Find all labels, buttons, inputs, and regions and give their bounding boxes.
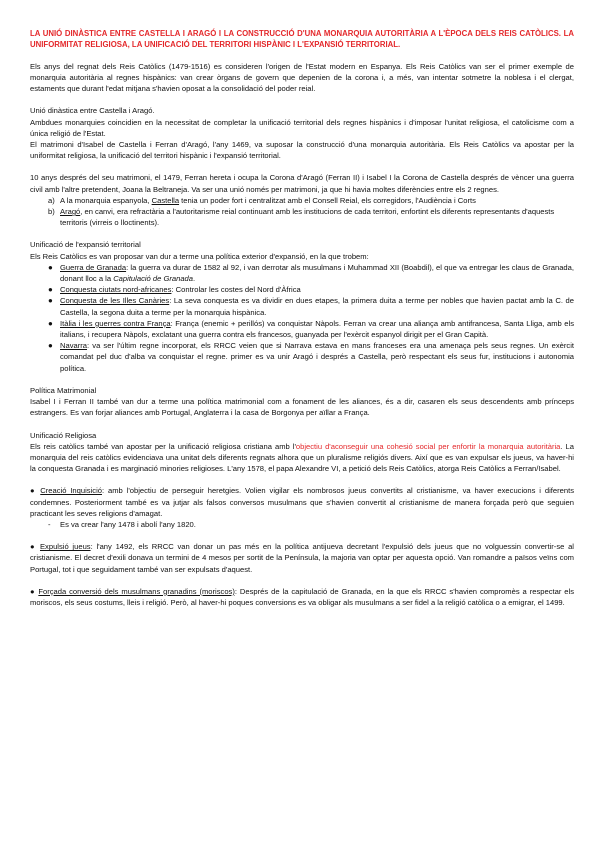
- matrimonial-heading: Política Matrimonial: [30, 385, 97, 395]
- list-item: a) A la monarquia espanyola, Castella tenia un poder fort i centralitzat amb el Consell Reial, els corregidors, l'Audiència i Corts: [48, 195, 476, 205]
- matrimonial-paragraph: Isabel I i Ferran II també van dur a terme una política matrimonial com a fonament de les aliances, és a dir, casaren els seus descendents amb prínceps estrangers. Es van forjar aliances amb Portugal, Anglaterra i la casa de Borgonya per aïllar a França.: [30, 397, 574, 418]
- list-item: ● Guerra de Granada: la guerra va durar de 1582 al 92, i van derrotar als musulmans i Muhammad XII (Boabdil), el que va entregar les claus de Granada, donant lloc a la Capitulació de Granada.: [48, 262, 574, 284]
- expansion-intro: Els Reis Catòlics es van proposar van dur a terme una política exterior d'expansió, en la que trobem:: [30, 251, 369, 261]
- union-paragraph-3: 10 anys després del seu matrimoni, el 1479, Ferran hereta i ocupa la Corona d'Aragó (Ferran II) i Isabel I la Corona de Castella després de vèncer una guerra civil amb l'altre pretendent, Joana la Beltraneja. Va ser una unió només per matrimoni, ja que hi havia moltes diferències entre els 2 regnes.: [30, 173, 574, 194]
- list-item: ● Conquesta ciutats nord-africanes: Controlar les costes del Nord d'Àfrica: [48, 285, 301, 295]
- list-item: ● Navarra: va ser l'últim regne incorporat, els RRCC veien que si Narrava estava en mans franceses era una amenaça pels seus regnes. Un exèrcit comandat pel duc d'alba va conquistar el regne. primer es va unir Aragó i després a Castella, però respectant els seus fur, institucions i autonomia política.: [48, 341, 574, 373]
- document-page: [30, 28, 574, 608]
- list-item: b) Aragó, en canvi, era refractària a l'autoritarisme reial continuant amb les institucions de cada territori, enfortint els diferents representants d'aquests territoris (virreis o lloctinents).: [48, 207, 555, 228]
- list-item: ● Itàlia i les guerres contra França: França (enemic + perillós) va conquistar Nàpols. Ferran va crear una aliança amb antifrancesa, Santa Lliga, amb els italians, i recupera Nàpols, exclatant una guerra contra els francesos, guanyada per l'exèrcit espanyol dirigit per el Gran Capità.: [48, 318, 574, 340]
- union-heading: Unió dinàstica entre Castella i Aragó.: [30, 106, 155, 116]
- union-list: [30, 195, 574, 229]
- document-title: LA UNIÓ DINÀSTICA ENTRE CASTELLA I ARAGÓ I LA CONSTRUCCIÓ D'UNA MONARQUIA AUTORITÀRIA A L'ÈPOCA DELS REIS CATÒLICS. LA UNIFORMITAT RELIGIOSA, LA UNIFICACIÓ DEL TERRITORI HISPÀNIC I L'EXPANSIÓ TERRITORIAL.: [30, 29, 574, 50]
- list-item: - Es va crear l'any 1478 i abolí l'any 1820.: [48, 519, 196, 529]
- religious-heading: Unificació Religiosa: [30, 430, 97, 440]
- union-paragraph-1: Ambdues monarquies coincidien en la necessitat de completar la unificació territorial dels regnes hispànics i d'imposar l'unitat religiosa, el catolicisme com a única religió de l'Estat.: [30, 117, 574, 138]
- expansion-heading: Unificació de l'expansió territorial: [30, 240, 141, 250]
- list-item: ● Conquesta de les Illes Canàries: La seva conquesta es va dividir en dues etapes, la primera duita a terme per nobles que havien pactat amb la C. de Castella, la segona duita a terme per la monarquia hispànica.: [48, 296, 575, 317]
- intro-paragraph: Els anys del regnat dels Reis Catòlics (1479-1516) es consideren l'origen de l'Estat modern en Espanya. Els Reis Catòlics van ser el primer exemple de monarquia autoritària al regnes hispànics: van crear òrgans de govern que depenien de la corona i, a més, van intentar sotmetre la noblesa i el clergat, estaments que durant l'edat mitjana s'havien oposat a la consolidació del poder reial.: [30, 61, 574, 94]
- inquisition-note-list: [30, 519, 574, 530]
- jews-expulsion-paragraph: ● Expulsió jueus: l'any 1492, els RRCC van donar un pas més en la política antijueva decretant l'expulsió dels jueus que no volguessin convertir-se al cristianisme. El decret d'exili donava un termini de 4 mesos per sortit de la Península, la majoria van optar per aquesta opció. Van romandre a països veïns com Portugal, tot i que seguidament també van ser expulsats d'aquest.: [30, 542, 574, 574]
- moriscos-paragraph: ● Forçada conversió dels musulmans granadins (moriscos): Després de la capitulació de Granada, en la que els RRCC s'havien compromès a respectar els moriscos, els seus costums, lleis i religió. Però, al haver-hi poques conversions es va obligar als musulmans a ser fidel a la religió catòlica o a emigrar, el 1499.: [30, 586, 574, 607]
- expansion-list: [30, 262, 574, 374]
- inquisition-paragraph: ● Creació Inquisició: amb l'objectiu de perseguir heretgies. Volien vigilar els nombrosos jueus convertits al cristianisme, va haver execucions i diferents condemnes. Posteriorment també es va jutjar als falsos conversos musulmans que s'havien convertit al cristianisme de manera forçada però que seguien practicant les seves religions d'amagat.: [30, 486, 574, 518]
- union-paragraph-2: El matrimoni d'Isabel de Castella i Ferran d'Aragó, l'any 1469, va suposar la construcció d'una monarquia autoritària. Els Reis Catòlics va apostar per la uniformitat religiosa, la unificació del territori hispànic i l'expansió territorial.: [30, 140, 574, 161]
- highlighted-objective: objectiu d'aconseguir una cohesió social per enfortir la monarquia autoritària: [295, 441, 561, 451]
- religious-paragraph: Els reis catòlics també van apostar per la unificació religiosa cristiana amb l'objectiu d'aconseguir una cohesió social per enfortir la monarquia autoritària. La monarquia del reis catòlics evidenciava una unitat dels diferents regnats alhora que un pluralisme religiós divers. Així que es van expulsar els jueus, va haver-hi la conquesta Granada i es marginació minories religioses. L'any 1578, el papa Alexandre VI, a petició dels Reis Catòlics, atorga Reis Catòlics a Ferran/Isabel.: [30, 441, 574, 474]
